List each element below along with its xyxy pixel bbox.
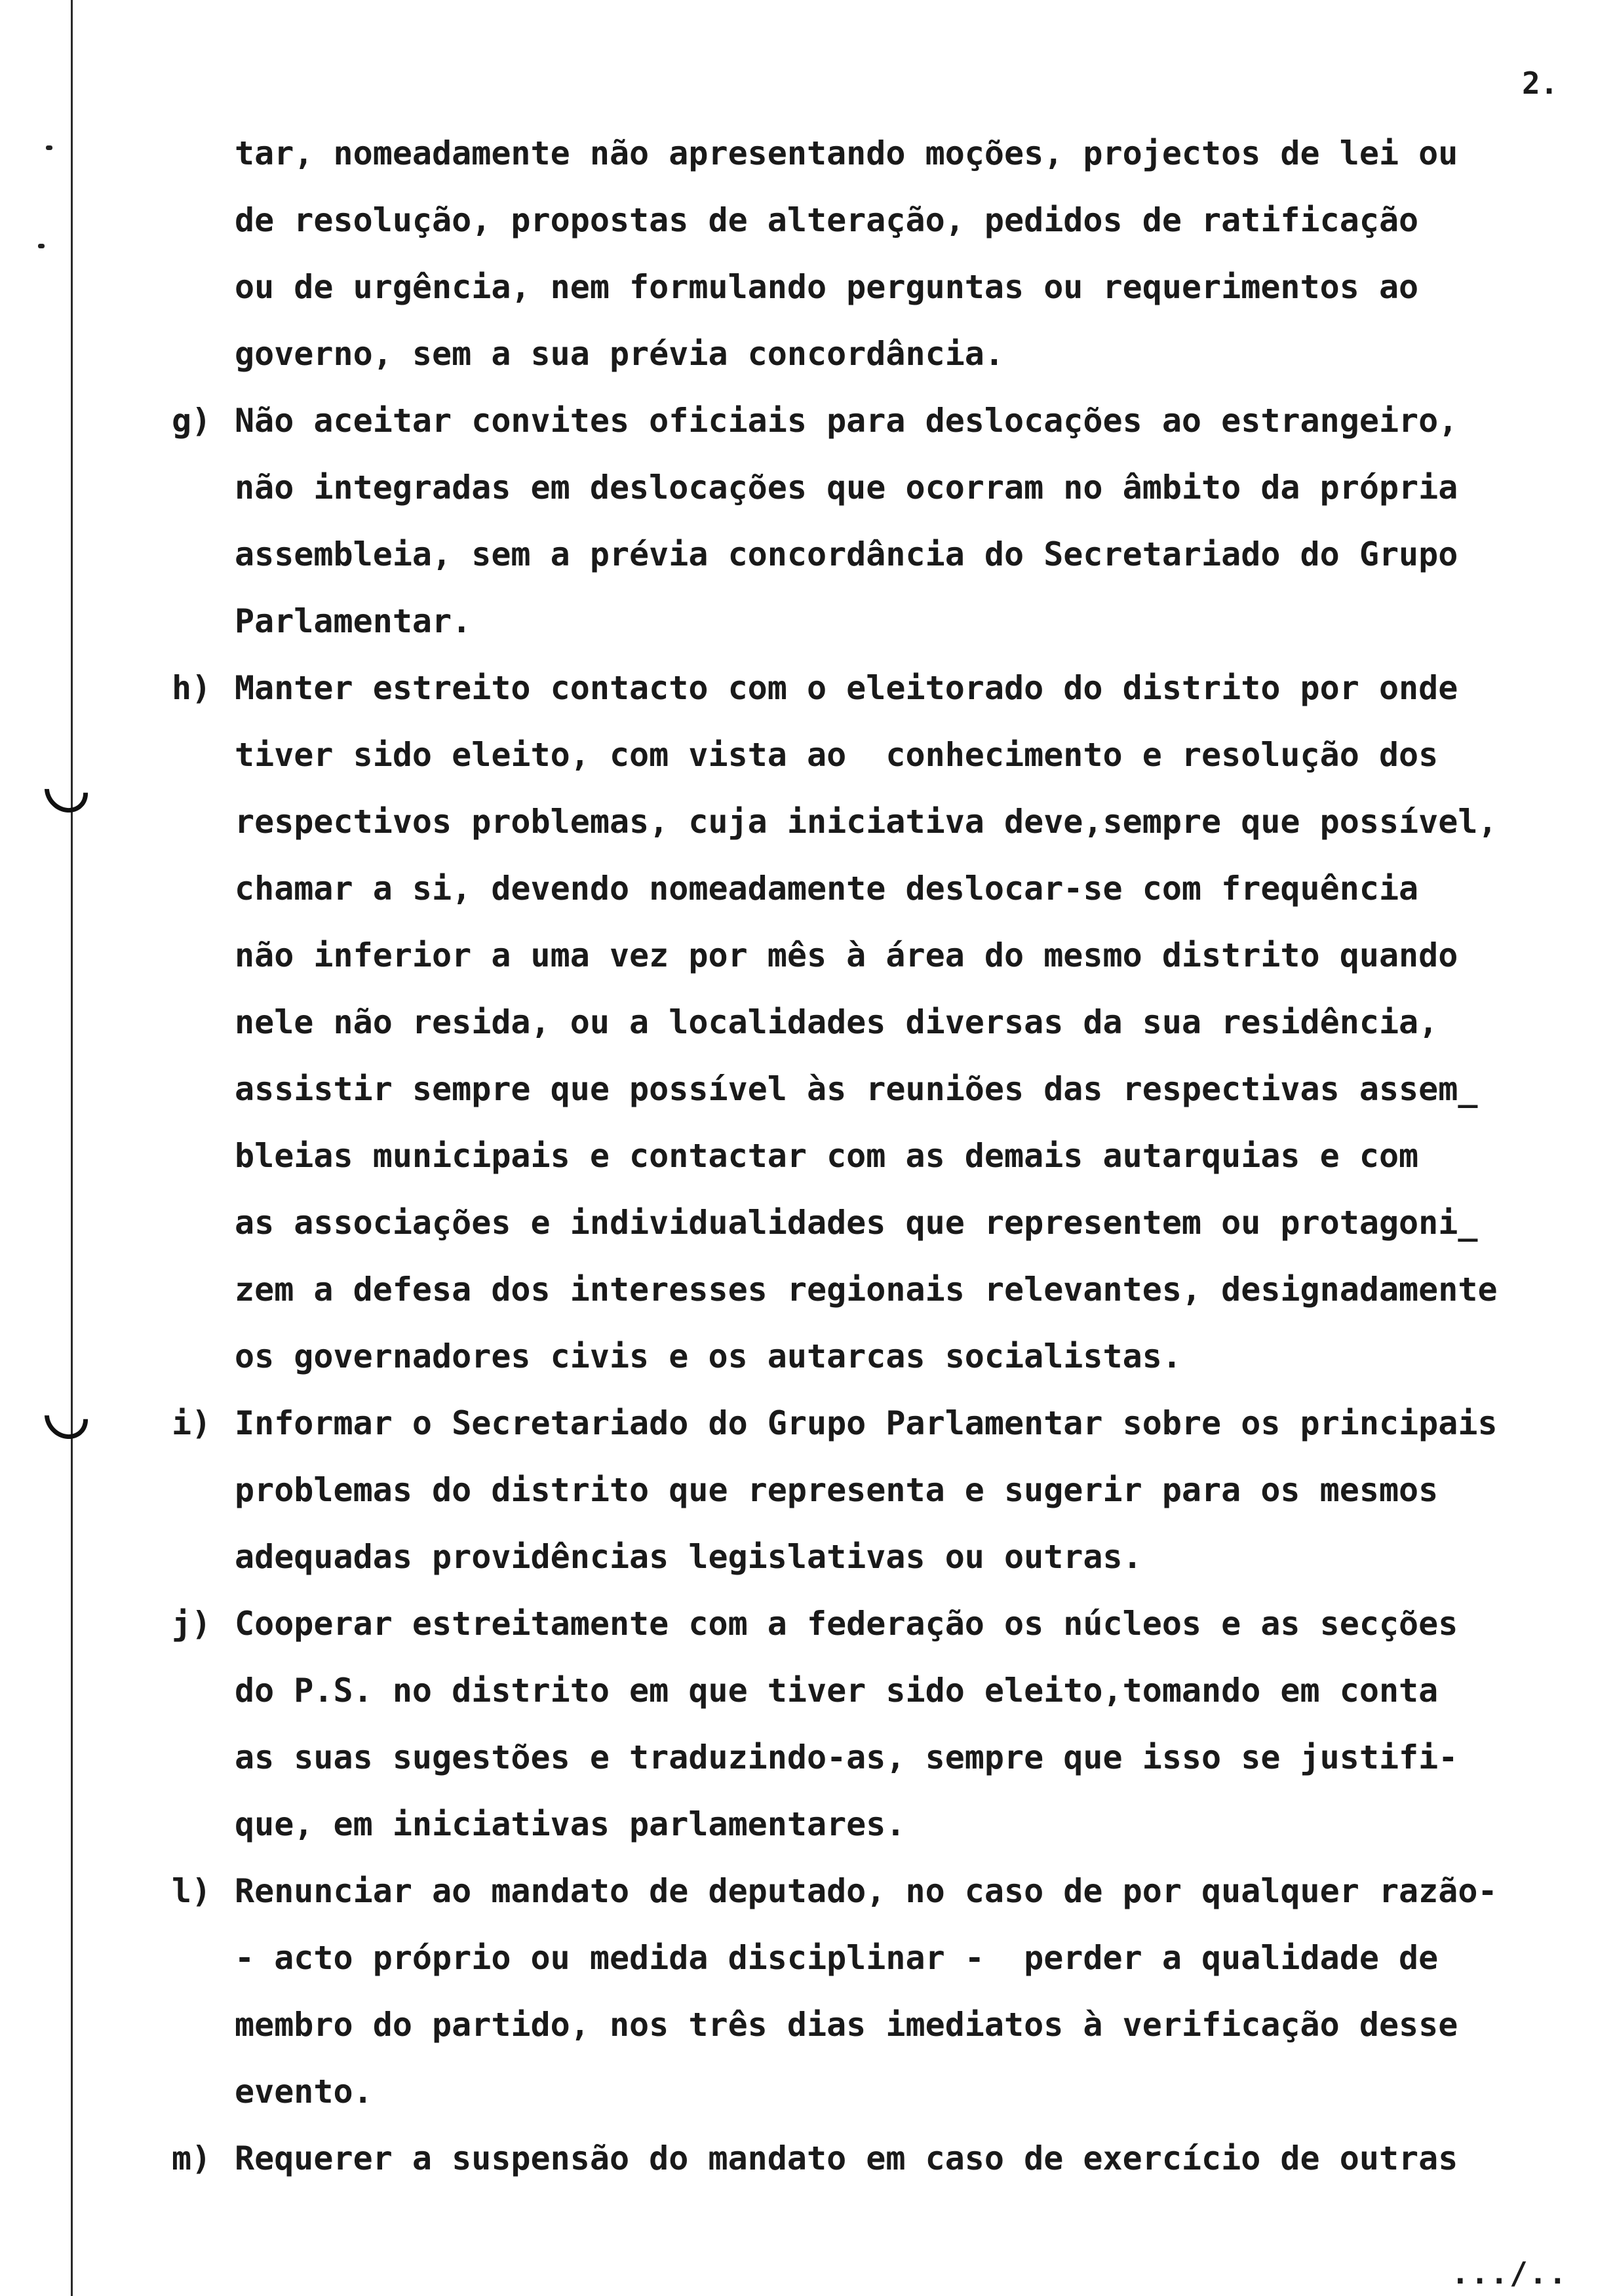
paragraph-text: os governadores civis e os autarcas socialistas. xyxy=(235,1337,1182,1375)
text-line xyxy=(165,798,1515,865)
paragraph-text: respectivos problemas, cuja iniciativa deve,sempre que possível, xyxy=(235,803,1498,841)
paragraph-text: as associações e individualidades que representem ou protagoni_ xyxy=(235,1204,1478,1242)
list-marker: g) xyxy=(172,402,212,440)
continuation-marker: .../.. xyxy=(1451,2255,1568,2291)
paragraph-text: tiver sido eleito, com vista ao conhecimento e resolução dos xyxy=(235,736,1439,774)
text-line xyxy=(165,2135,1515,2202)
paragraph-text: não integradas em deslocações que ocorram no âmbito da própria xyxy=(235,469,1458,507)
paragraph-text: não inferior a uma vez por mês à área do mesmo distrito quando xyxy=(235,936,1458,974)
text-line xyxy=(165,1065,1515,1132)
text-line xyxy=(165,1867,1515,1934)
paragraph-text: - acto próprio ou medida disciplinar - perder a qualidade de xyxy=(235,1939,1439,1977)
text-line xyxy=(165,1801,1515,1867)
punch-hole-mark xyxy=(35,760,96,821)
binding-edge-line xyxy=(71,0,73,2296)
paragraph-text: chamar a si, devendo nomeadamente deslocar-se com frequência xyxy=(235,870,1419,908)
text-line xyxy=(165,1734,1515,1801)
paragraph-text: membro do partido, nos três dias imediatos à verificação desse xyxy=(235,2006,1458,2044)
paragraph-text: evento. xyxy=(235,2073,373,2111)
text-line xyxy=(165,2068,1515,2135)
text-line xyxy=(165,999,1515,1065)
paragraph-text: Informar o Secretariado do Grupo Parlamentar sobre os principais xyxy=(235,1404,1498,1442)
text-line xyxy=(165,197,1515,263)
paragraph-text: ou de urgência, nem formulando perguntas ou requerimentos ao xyxy=(235,268,1419,306)
paragraph-text: de resolução, propostas de alteração, pedidos de ratificação xyxy=(235,201,1419,239)
punch-hole-mark xyxy=(35,1387,96,1447)
list-marker: j) xyxy=(172,1605,212,1643)
text-line xyxy=(165,464,1515,531)
paragraph-text: Não aceitar convites oficiais para deslocações ao estrangeiro, xyxy=(235,402,1458,440)
paragraph-text: que, em iniciativas parlamentares. xyxy=(235,1805,906,1843)
paragraph-text: governo, sem a sua prévia concordância. xyxy=(235,335,1004,373)
text-line xyxy=(165,1132,1515,1199)
paragraph-text: tar, nomeadamente não apresentando moções, projectos de lei ou xyxy=(235,134,1458,172)
text-line xyxy=(165,598,1515,664)
text-line xyxy=(165,1533,1515,1600)
paragraph-text: do P.S. no distrito em que tiver sido eleito,tomando em conta xyxy=(235,1672,1439,1710)
paragraph-text: zem a defesa dos interesses regionais relevantes, designadamente xyxy=(235,1271,1498,1309)
paragraph-text: Parlamentar. xyxy=(235,602,472,640)
paragraph-text: bleias municipais e contactar com as demais autarquias e com xyxy=(235,1137,1419,1175)
paragraph-text: Manter estreito contacto com o eleitorado do distrito por onde xyxy=(235,669,1458,707)
text-line xyxy=(165,1199,1515,1266)
list-marker: l) xyxy=(172,1872,212,1910)
text-line xyxy=(165,664,1515,731)
text-line xyxy=(165,1600,1515,1667)
paragraph-text: problemas do distrito que representa e sugerir para os mesmos xyxy=(235,1471,1439,1509)
paragraph-text: assembleia, sem a prévia concordância do Secretariado do Grupo xyxy=(235,535,1458,573)
text-line xyxy=(165,1333,1515,1400)
text-line xyxy=(165,1667,1515,1734)
text-line xyxy=(165,130,1515,197)
margin-speck xyxy=(46,145,52,150)
document-body xyxy=(165,130,1515,2202)
paragraph-text: as suas sugestões e traduzindo-as, sempre que isso se justifi- xyxy=(235,1738,1458,1776)
text-line xyxy=(165,263,1515,330)
margin-speck xyxy=(38,244,45,248)
text-line xyxy=(165,1400,1515,1466)
text-line xyxy=(165,932,1515,999)
paragraph-text: Renunciar ao mandato de deputado, no caso de por qualquer razão- xyxy=(235,1872,1498,1910)
text-line xyxy=(165,1466,1515,1533)
text-line xyxy=(165,330,1515,397)
paragraph-text: nele não resida, ou a localidades diversas da sua residência, xyxy=(235,1003,1439,1041)
text-line xyxy=(165,2001,1515,2068)
text-line xyxy=(165,731,1515,798)
page-number: 2. xyxy=(1522,66,1559,101)
list-marker: m) xyxy=(172,2139,212,2177)
list-marker: h) xyxy=(172,669,212,707)
text-line xyxy=(165,531,1515,598)
text-line xyxy=(165,1266,1515,1333)
paragraph-text: Requerer a suspensão do mandato em caso de exercício de outras xyxy=(235,2139,1458,2177)
list-marker: i) xyxy=(172,1404,212,1442)
text-line xyxy=(165,1934,1515,2001)
text-line xyxy=(165,865,1515,932)
paragraph-text: assistir sempre que possível às reuniões das respectivas assem_ xyxy=(235,1070,1478,1108)
text-line xyxy=(165,397,1515,464)
paragraph-text: Cooperar estreitamente com a federação os núcleos e as secções xyxy=(235,1605,1458,1643)
paragraph-text: adequadas providências legislativas ou outras. xyxy=(235,1538,1142,1576)
